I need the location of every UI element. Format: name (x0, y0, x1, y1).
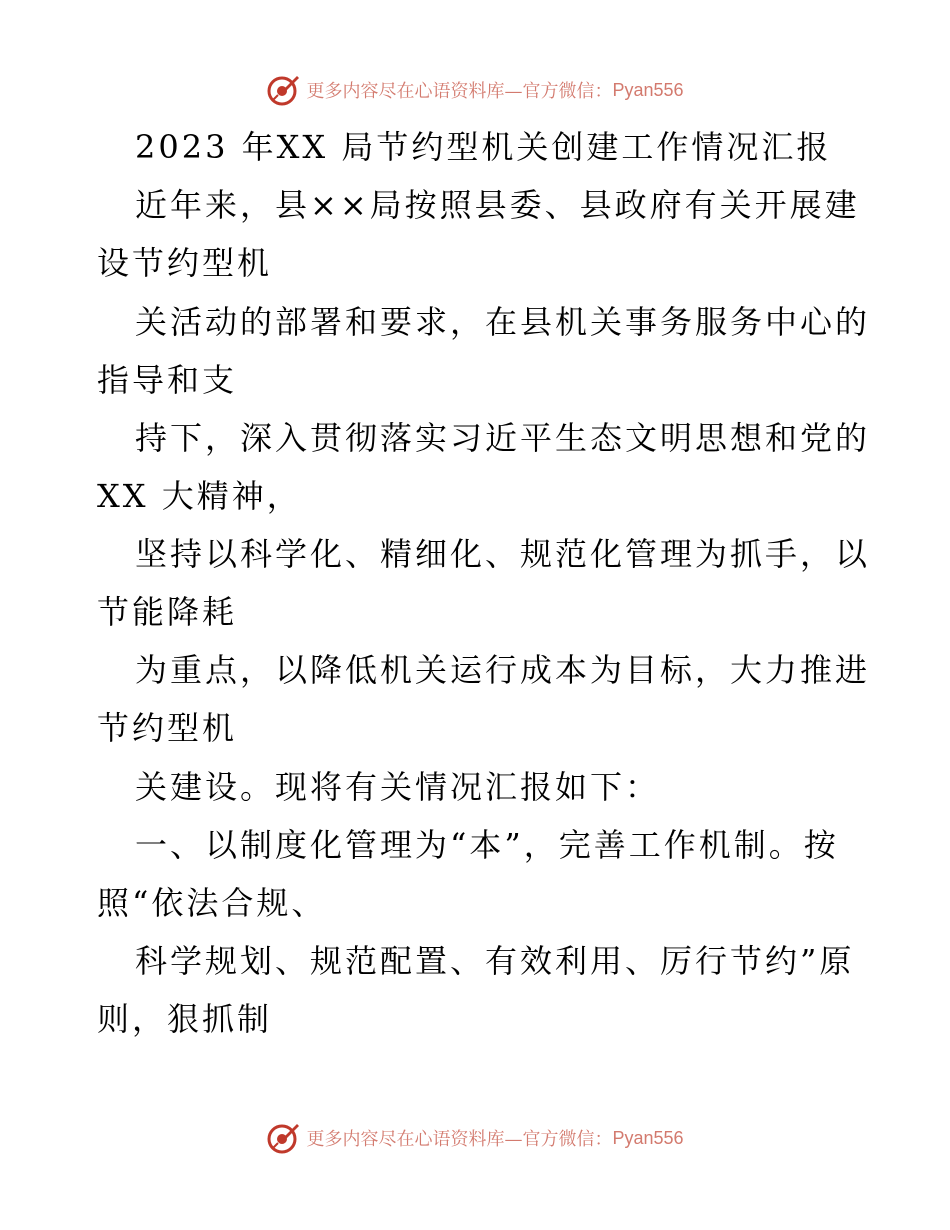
paragraph-line: 照“依法合规、 (97, 884, 327, 922)
paragraph-line: 关活动的部署和要求，在县机关事务服务中心的 (135, 303, 871, 341)
paragraph-line: 近年来，县××局按照县委、县政府有关开展建 (135, 186, 860, 224)
document-title: 2023 年XX 局节约型机关创建工作情况汇报 (135, 128, 832, 166)
paragraph-line: 为重点，以降低机关运行成本为目标，大力推进 (135, 651, 871, 689)
watermark-wechat-id: Pyan556 (612, 1127, 684, 1148)
header-watermark (0, 70, 950, 110)
paragraph-line: 节能降耗 (97, 593, 238, 631)
paragraph-line: XX 大精神， (97, 477, 302, 515)
watermark-text: 更多内容尽在心语资料库—官方微信： (306, 81, 613, 102)
footer-watermark (0, 1118, 950, 1158)
pen-logo-icon (266, 73, 300, 107)
paragraph-line: 科学规划、规范配置、有效利用、厉行节约”原 (135, 942, 855, 980)
paragraph-line: 节约型机 (97, 709, 238, 747)
paragraph-line: 则，狠抓制 (97, 1000, 273, 1038)
paragraph-line: 指导和支 (97, 361, 238, 399)
section-heading-line: 一、以制度化管理为“本”，完善工作机制。按 (135, 826, 839, 864)
watermark-text: 更多内容尽在心语资料库—官方微信： (306, 1129, 613, 1150)
watermark-wechat-id: Pyan556 (612, 79, 684, 100)
paragraph-line: 持下，深入贯彻落实习近平生态文明思想和党的 (135, 419, 871, 457)
paragraph-line: 设节约型机 (97, 244, 273, 282)
paragraph-line: 关建设。现将有关情况汇报如下： (135, 768, 661, 806)
pen-logo-icon (266, 1121, 300, 1155)
paragraph-line: 坚持以科学化、精细化、规范化管理为抓手，以 (135, 535, 871, 573)
